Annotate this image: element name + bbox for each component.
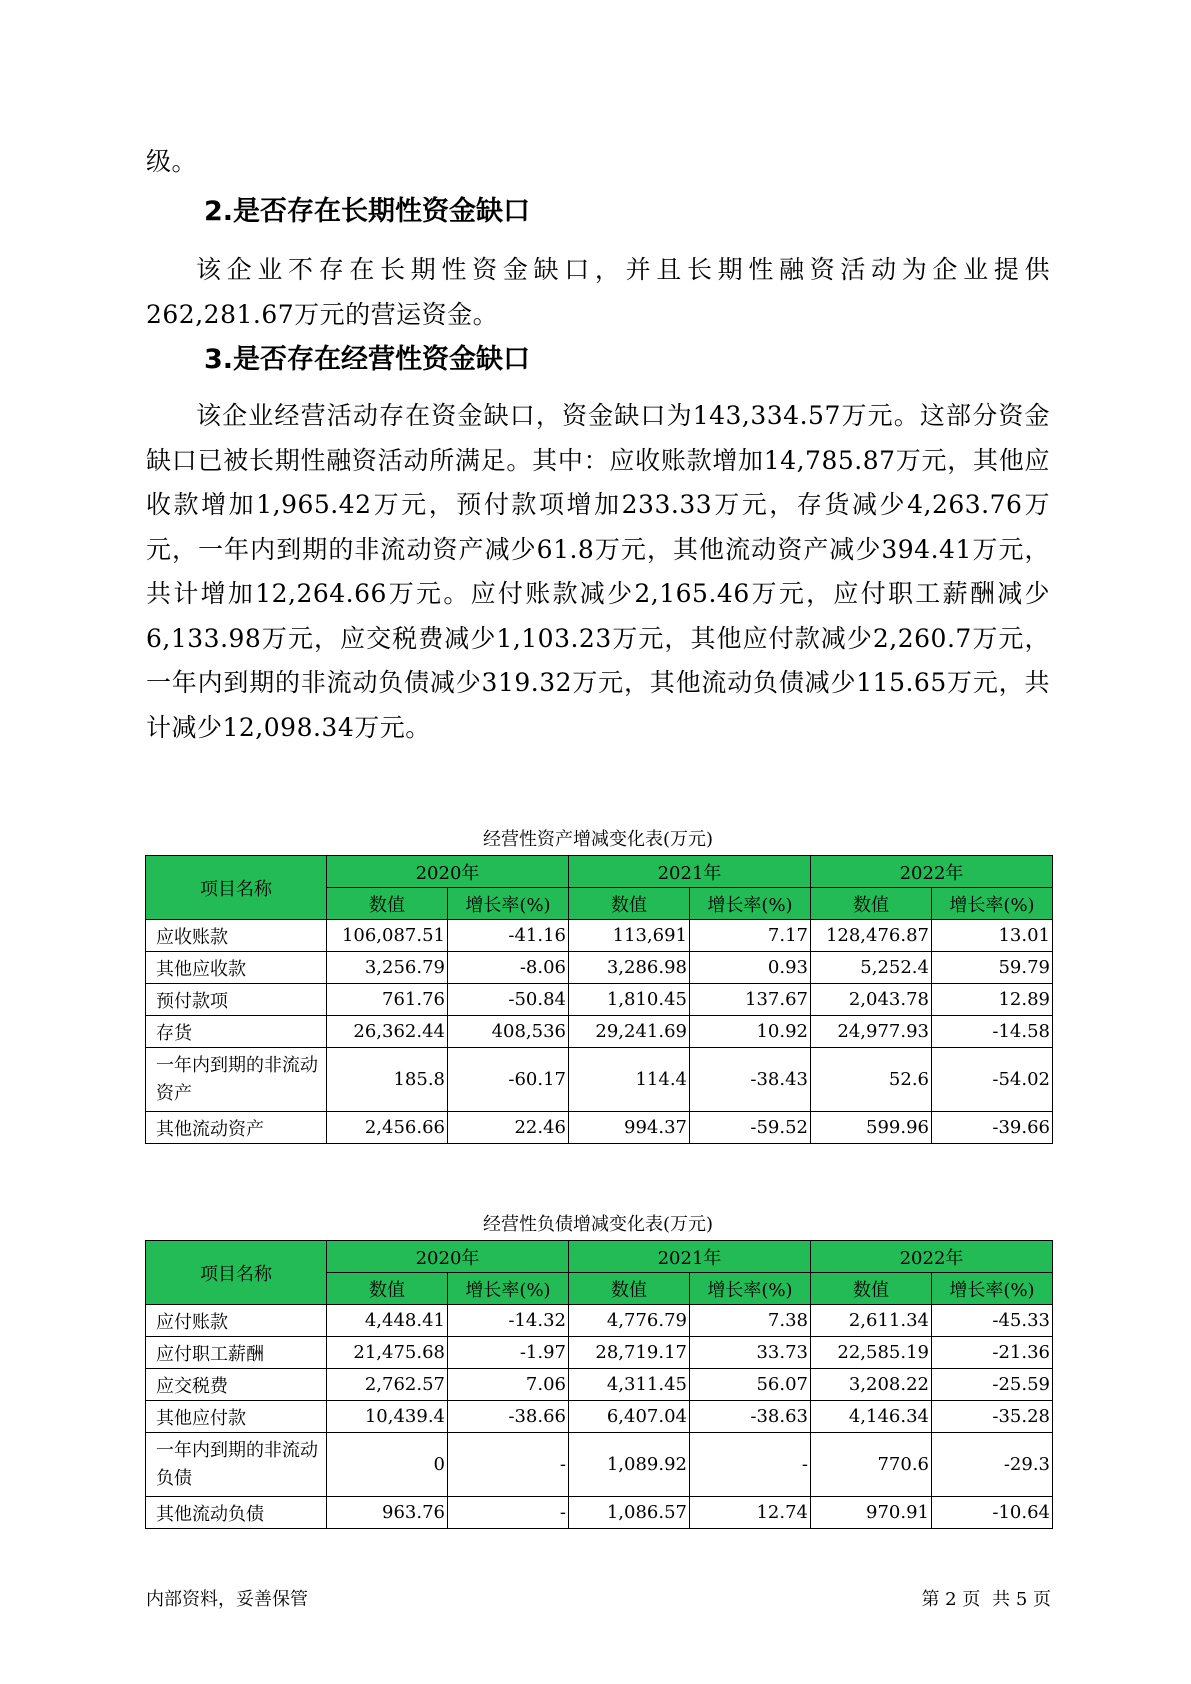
footer-page-current: 第 2 页: [921, 1589, 981, 1610]
rate-cell: 408,536: [448, 1016, 569, 1048]
rate-cell: 137.67: [690, 984, 811, 1016]
table1-header-year-2022: 2022年: [811, 856, 1053, 888]
value-cell: 761.76: [327, 984, 448, 1016]
section-heading-3: 3.是否存在经营性资金缺口: [204, 344, 531, 375]
value-cell: 1,089.92: [569, 1433, 690, 1497]
rate-cell: 56.07: [690, 1369, 811, 1401]
value-cell: 0: [327, 1433, 448, 1497]
rate-cell: -54.02: [932, 1048, 1053, 1112]
value-cell: 52.6: [811, 1048, 932, 1112]
rate-cell: -21.36: [932, 1337, 1053, 1369]
table1-subheader-value: 数值: [327, 888, 448, 920]
value-cell: 106,087.51: [327, 920, 448, 952]
table1-subheader-rate: 增长率(%): [932, 888, 1053, 920]
footer-page-number: [915, 1585, 1051, 1611]
row-label: 其他应付款: [146, 1401, 327, 1433]
row-label: 应交税费: [146, 1369, 327, 1401]
operating-liabilities-table: [145, 1240, 1053, 1529]
value-cell: 3,256.79: [327, 952, 448, 984]
table2-header-year-2022: 2022年: [811, 1241, 1053, 1273]
rate-cell: 59.79: [932, 952, 1053, 984]
rate-cell: -35.28: [932, 1401, 1053, 1433]
table-row: [146, 1497, 1053, 1529]
table-row: [146, 1401, 1053, 1433]
table2-subheader-rate: 增长率(%): [932, 1273, 1053, 1305]
operating-assets-table: [145, 855, 1053, 1144]
table2-header-year-2021: 2021年: [569, 1241, 811, 1273]
value-cell: 2,043.78: [811, 984, 932, 1016]
table1-subheader-rate: 增长率(%): [448, 888, 569, 920]
rate-cell: -: [690, 1433, 811, 1497]
table1-body: [146, 920, 1053, 1144]
table-row: [146, 952, 1053, 984]
row-label: 其他流动资产: [146, 1112, 327, 1144]
table2-subheader-rate: 增长率(%): [690, 1273, 811, 1305]
row-label: 其他流动负债: [146, 1497, 327, 1529]
table-row: [146, 984, 1053, 1016]
rate-cell: -1.97: [448, 1337, 569, 1369]
value-cell: 22,585.19: [811, 1337, 932, 1369]
rate-cell: 12.89: [932, 984, 1053, 1016]
rate-cell: -60.17: [448, 1048, 569, 1112]
rate-cell: 33.73: [690, 1337, 811, 1369]
table-row: [146, 1305, 1053, 1337]
row-label: 一年内到期的非流动资产: [146, 1048, 327, 1112]
rate-cell: 13.01: [932, 920, 1053, 952]
table1-subheader-rate: 增长率(%): [690, 888, 811, 920]
paragraph-operating-gap: 该企业经营活动存在资金缺口，资金缺口为143,334.57万元。这部分资金缺口已被长期性融资活动所满足。其中：应收账款增加14,785.87万元，其他应收款增加1,965.42万元，预付款项增加233.33万元，存货减少4,263.76万元，一年内到期的非流动资产减少61.8万元，其他流动资产减少394.41万元，共计增加12,264.66万元。应付账款减少2,165.46万元，应付职工薪酬减少6,133.98万元，应交税费减少1,103.23万元，其他应付款减少2,260.7万元，一年内到期的非流动负债减少319.32万元，其他流动负债减少115.65万元，共计减少12,098.34万元。: [146, 401, 1050, 742]
rate-cell: -10.64: [932, 1497, 1053, 1529]
table2-subheader-value: 数值: [811, 1273, 932, 1305]
row-label: 其他应收款: [146, 952, 327, 984]
rate-cell: 7.38: [690, 1305, 811, 1337]
rate-cell: -14.58: [932, 1016, 1053, 1048]
value-cell: 2,762.57: [327, 1369, 448, 1401]
table2-body: [146, 1305, 1053, 1529]
rate-cell: -14.32: [448, 1305, 569, 1337]
value-cell: 770.6: [811, 1433, 932, 1497]
table2-subheader-value: 数值: [569, 1273, 690, 1305]
table-row: [146, 1369, 1053, 1401]
value-cell: 26,362.44: [327, 1016, 448, 1048]
table-row: [146, 920, 1053, 952]
value-cell: 185.8: [327, 1048, 448, 1112]
value-cell: 4,146.34: [811, 1401, 932, 1433]
value-cell: 970.91: [811, 1497, 932, 1529]
value-cell: 963.76: [327, 1497, 448, 1529]
table1-header-year-2020: 2020年: [327, 856, 569, 888]
row-label: 应付职工薪酬: [146, 1337, 327, 1369]
rate-cell: -41.16: [448, 920, 569, 952]
value-cell: 4,448.41: [327, 1305, 448, 1337]
value-cell: 24,977.93: [811, 1016, 932, 1048]
rate-cell: -45.33: [932, 1305, 1053, 1337]
value-cell: 10,439.4: [327, 1401, 448, 1433]
value-cell: 2,611.34: [811, 1305, 932, 1337]
rate-cell: 7.17: [690, 920, 811, 952]
text-line-continued: 级。: [146, 147, 198, 176]
row-label: 存货: [146, 1016, 327, 1048]
value-cell: 29,241.69: [569, 1016, 690, 1048]
table2-header-year-2020: 2020年: [327, 1241, 569, 1273]
table2-header-name: 项目名称: [146, 1241, 327, 1305]
rate-cell: -: [448, 1497, 569, 1529]
value-cell: 21,475.68: [327, 1337, 448, 1369]
value-cell: 3,208.22: [811, 1369, 932, 1401]
value-cell: 4,311.45: [569, 1369, 690, 1401]
table1-subheader-value: 数值: [569, 888, 690, 920]
value-cell: 5,252.4: [811, 952, 932, 984]
value-cell: 128,476.87: [811, 920, 932, 952]
footer-page-total: 共 5 页: [992, 1589, 1051, 1610]
rate-cell: 0.93: [690, 952, 811, 984]
value-cell: 6,407.04: [569, 1401, 690, 1433]
rate-cell: 22.46: [448, 1112, 569, 1144]
table-row: [146, 1433, 1053, 1497]
rate-cell: -25.59: [932, 1369, 1053, 1401]
value-cell: 599.96: [811, 1112, 932, 1144]
table1-subheader-value: 数值: [811, 888, 932, 920]
rate-cell: -29.3: [932, 1433, 1053, 1497]
table-row: [146, 1048, 1053, 1112]
rate-cell: -: [448, 1433, 569, 1497]
rate-cell: -50.84: [448, 984, 569, 1016]
value-cell: 1,810.45: [569, 984, 690, 1016]
table1-caption: 经营性资产增减变化表(万元): [482, 829, 714, 850]
table1-header-year-2021: 2021年: [569, 856, 811, 888]
value-cell: 2,456.66: [327, 1112, 448, 1144]
row-label: 应收账款: [146, 920, 327, 952]
footer-confidential-note: 内部资料，妥善保管: [146, 1589, 308, 1610]
row-label: 一年内到期的非流动负债: [146, 1433, 327, 1497]
value-cell: 113,691: [569, 920, 690, 952]
value-cell: 1,086.57: [569, 1497, 690, 1529]
row-label: 预付款项: [146, 984, 327, 1016]
table-row: [146, 1016, 1053, 1048]
rate-cell: 12.74: [690, 1497, 811, 1529]
value-cell: 114.4: [569, 1048, 690, 1112]
rate-cell: -38.63: [690, 1401, 811, 1433]
value-cell: 994.37: [569, 1112, 690, 1144]
rate-cell: -8.06: [448, 952, 569, 984]
rate-cell: 7.06: [448, 1369, 569, 1401]
value-cell: 3,286.98: [569, 952, 690, 984]
section-heading-2: 2.是否存在长期性资金缺口: [204, 196, 531, 227]
rate-cell: -38.43: [690, 1048, 811, 1112]
table2-subheader-value: 数值: [327, 1273, 448, 1305]
rate-cell: 10.92: [690, 1016, 811, 1048]
table1-header-name: 项目名称: [146, 856, 327, 920]
table-row: [146, 1112, 1053, 1144]
table-row: [146, 1337, 1053, 1369]
paragraph-long-term-gap: 该企业不存在长期性资金缺口，并且长期性融资活动为企业提供262,281.67万元的营运资金。: [146, 255, 1050, 329]
value-cell: 4,776.79: [569, 1305, 690, 1337]
table2-subheader-rate: 增长率(%): [448, 1273, 569, 1305]
rate-cell: -39.66: [932, 1112, 1053, 1144]
table2-caption: 经营性负债增减变化表(万元): [482, 1214, 714, 1235]
rate-cell: -59.52: [690, 1112, 811, 1144]
row-label: 应付账款: [146, 1305, 327, 1337]
rate-cell: -38.66: [448, 1401, 569, 1433]
value-cell: 28,719.17: [569, 1337, 690, 1369]
